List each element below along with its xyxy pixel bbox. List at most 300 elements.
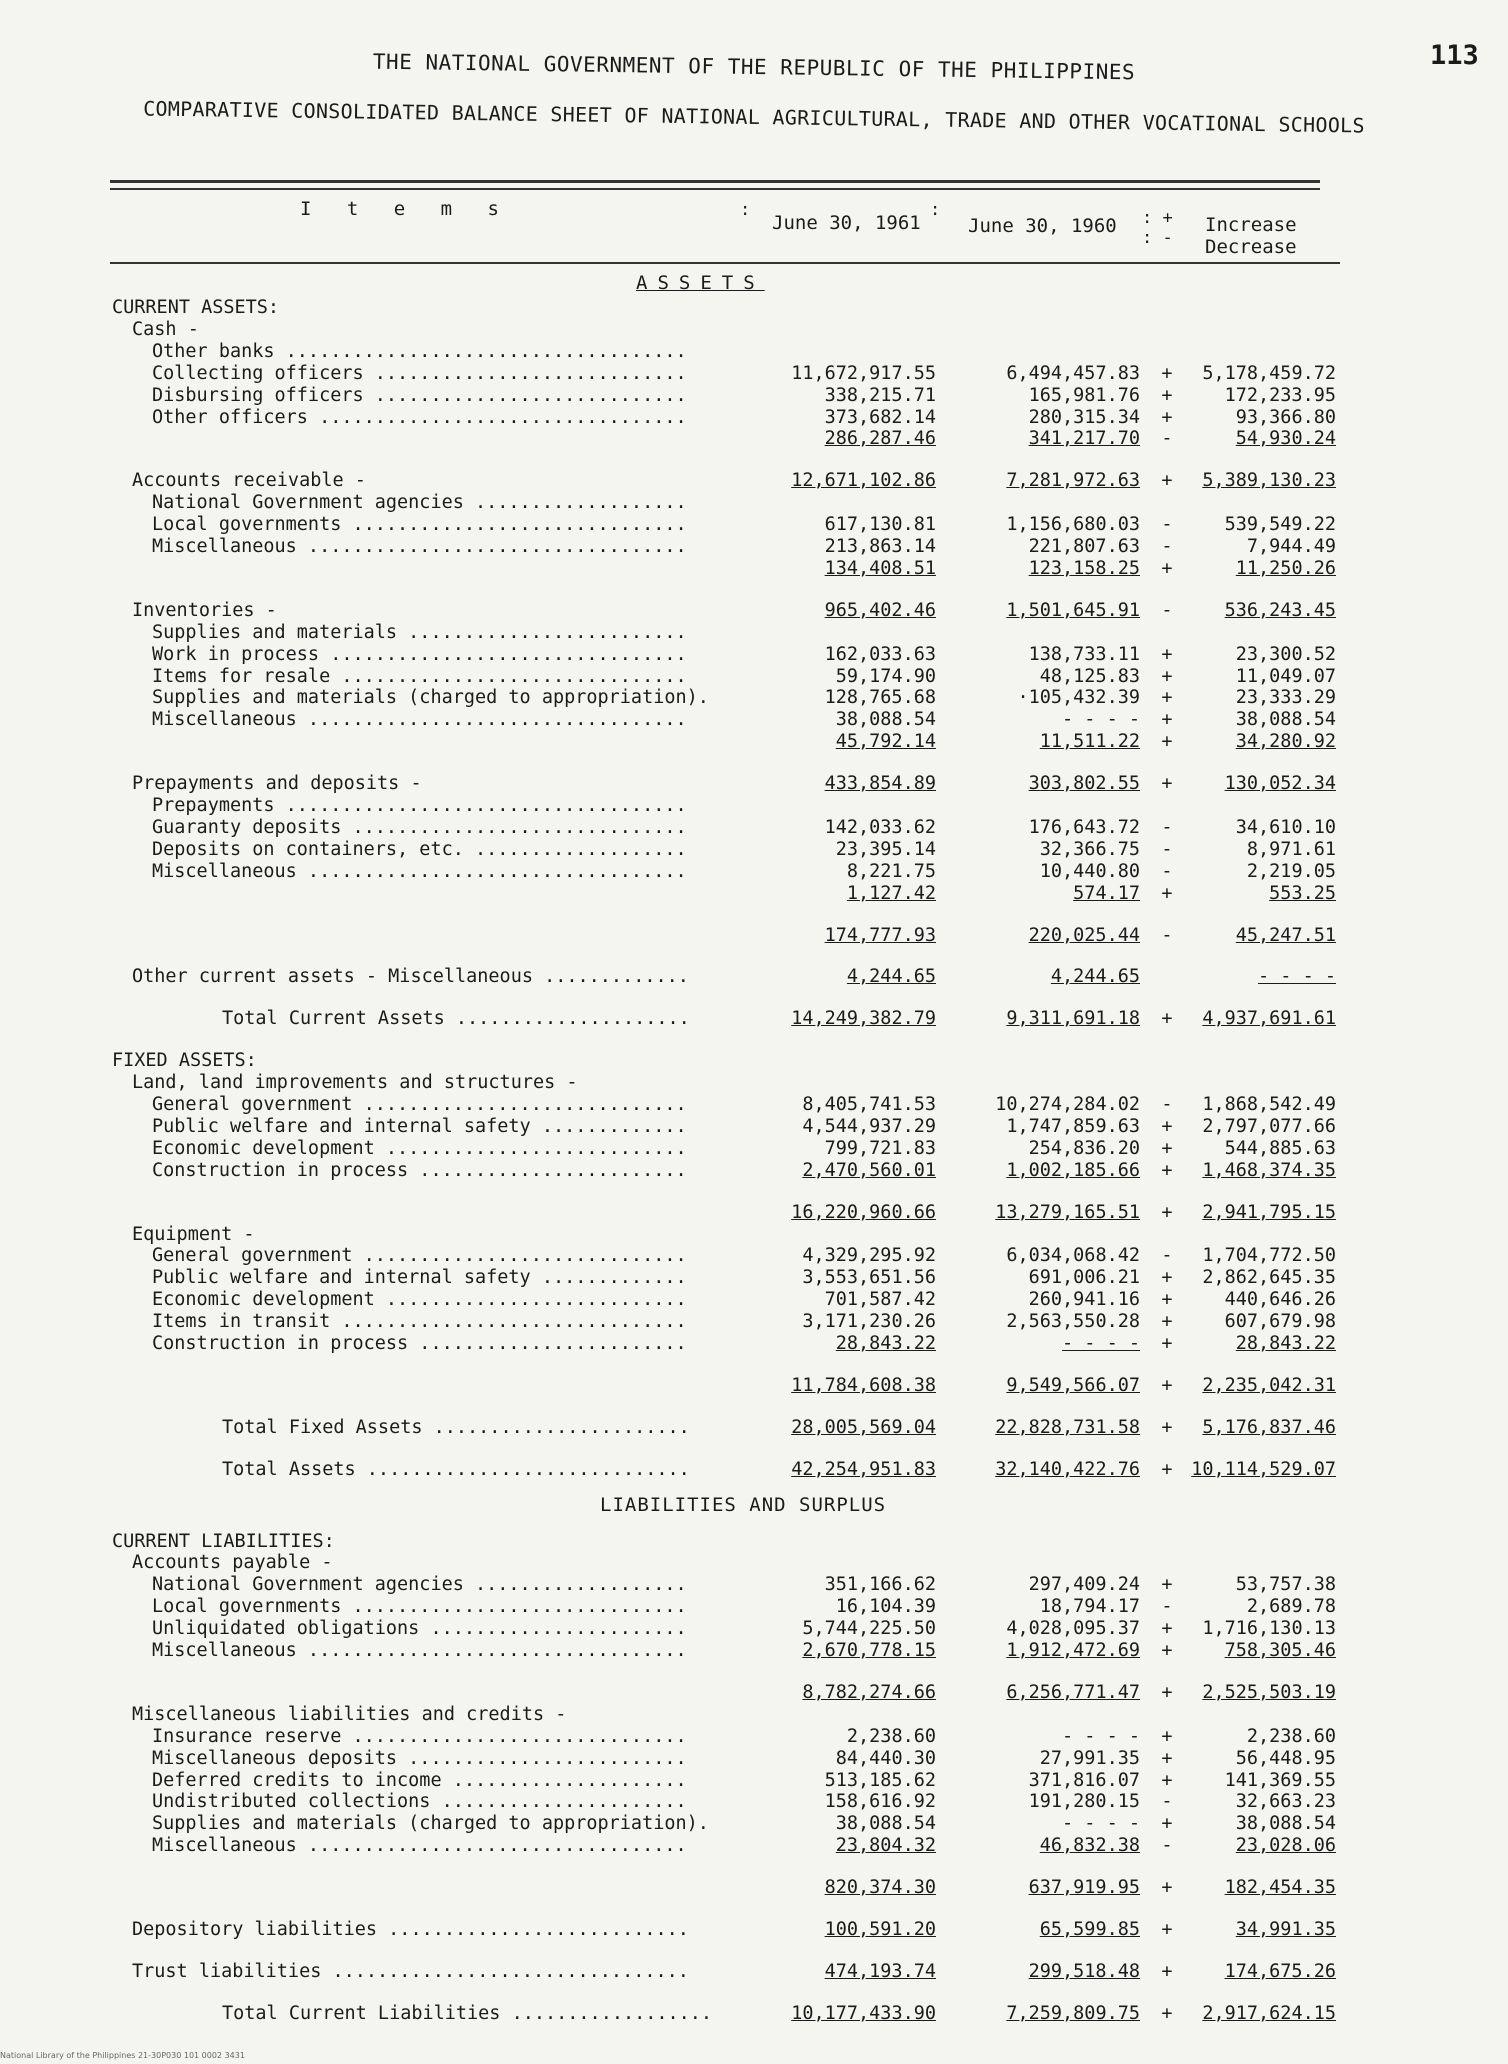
change-sign: + (1161, 1574, 1173, 1596)
change-sign: + (1161, 406, 1173, 428)
value-change: 5,176,837.46 (1202, 1416, 1336, 1438)
value-change: 1,468,374.35 (1202, 1159, 1336, 1181)
header-rule-top2 (110, 188, 1320, 190)
report-title-line1: THE NATIONAL GOVERNMENT OF THE REPUBLIC OF THE PHILIPPINES (372, 49, 1136, 85)
col-header-june-1961: June 30, 1961 (772, 212, 921, 234)
row-label: Supplies and materials (charged to appropriation). (152, 1813, 709, 1835)
value-change: 11,250.26 (1235, 557, 1336, 579)
value-change: 2,689.78 (1246, 1596, 1336, 1618)
change-sign: + (1161, 1137, 1173, 1159)
value-change: 32,663.23 (1235, 1791, 1336, 1813)
row-label: Public welfare and internal safety ............. (152, 1115, 687, 1137)
row-label: Miscellaneous .................................. (152, 1640, 687, 1661)
value-change: 54,930.24 (1235, 428, 1336, 450)
value-change: 93,366.80 (1235, 406, 1336, 428)
row-label: Unliquidated obligations ....................... (152, 1618, 687, 1640)
value-june-1961: 213,863.14 (824, 536, 936, 557)
value-june-1961: 100,591.20 (824, 1919, 936, 1940)
change-sign: + (1161, 1333, 1173, 1354)
table-row (0, 730, 1508, 754)
value-june-1961: 617,130.81 (824, 514, 936, 536)
table-row (0, 1769, 1508, 1793)
table-row (0, 1310, 1508, 1334)
table-row (0, 816, 1508, 840)
value-change: 53,757.38 (1235, 1574, 1336, 1596)
value-june-1960: 303,802.55 (1028, 773, 1140, 795)
value-change: 5,178,459.72 (1202, 362, 1336, 384)
row-label: Prepayments and deposits - (132, 773, 422, 795)
value-june-1961: 4,544,937.29 (802, 1115, 936, 1137)
table-row (0, 2002, 1508, 2026)
section-title-liabilities: LIABILITIES AND SURPLUS (600, 1493, 887, 1516)
value-change: 553.25 (1269, 882, 1336, 904)
value-june-1960: 10,440.80 (1039, 860, 1140, 882)
row-label: CURRENT ASSETS: (112, 297, 280, 318)
table-row (0, 838, 1508, 862)
row-label: Supplies and materials ......................... (152, 621, 687, 643)
value-june-1961: 799,721.83 (824, 1137, 936, 1159)
value-june-1960: 1,912,472.69 (1006, 1640, 1140, 1661)
col-header-june-1960: June 30, 1960 (968, 215, 1117, 237)
value-june-1961: 11,672,917.55 (791, 362, 936, 384)
table-row (0, 1573, 1508, 1597)
table-row (0, 1639, 1508, 1663)
change-sign: + (1161, 1416, 1173, 1438)
change-sign: - (1161, 536, 1173, 557)
value-june-1961: 42,254,951.83 (791, 1458, 936, 1480)
value-june-1961: 2,238.60 (846, 1725, 936, 1747)
change-sign: + (1161, 557, 1173, 579)
row-label: Guaranty deposits .............................. (152, 816, 687, 838)
row-label: Deferred credits to income ..................... (152, 1769, 687, 1791)
row-label: Depository liabilities ........................... (132, 1919, 689, 1940)
row-label: Items for resale ............................... (152, 665, 687, 687)
change-sign: + (1161, 882, 1173, 904)
row-label: Other banks .................................... (152, 340, 687, 362)
row-label: Local governments .............................. (152, 514, 687, 536)
table-row (0, 794, 1508, 818)
row-label: Insurance reserve .............................. (152, 1725, 687, 1747)
value-june-1961: 351,166.62 (824, 1574, 936, 1596)
table-row (0, 362, 1508, 386)
value-june-1961: 965,402.46 (824, 599, 936, 621)
value-june-1961: 38,088.54 (835, 709, 936, 731)
value-change: 440,646.26 (1224, 1289, 1336, 1311)
change-sign: - (1161, 1596, 1173, 1618)
table-row (0, 296, 1508, 320)
change-sign: + (1161, 1289, 1173, 1311)
value-june-1960: - - - - (1062, 1333, 1140, 1354)
value-change: 2,917,624.15 (1202, 2002, 1336, 2024)
table-row (0, 340, 1508, 364)
change-sign: + (1161, 643, 1173, 665)
table-row (0, 860, 1508, 884)
value-change: 172,233.95 (1224, 384, 1336, 406)
value-june-1961: 5,744,225.50 (802, 1618, 936, 1640)
row-label: Collecting officers ............................ (152, 362, 687, 384)
value-june-1960: - - - - (1062, 709, 1140, 731)
change-sign: - (1161, 599, 1173, 621)
footer-note: National Library of the Philippines 21-30P030 101 0002 3431 (0, 2051, 245, 2060)
table-row (0, 708, 1508, 732)
change-sign: + (1161, 362, 1173, 384)
value-change: 8,971.61 (1246, 838, 1336, 860)
col-header-sep1: : (740, 200, 751, 220)
row-label: Miscellaneous .................................. (152, 860, 687, 882)
change-sign: + (1161, 1747, 1173, 1769)
change-sign: - (1161, 1245, 1173, 1267)
value-change: 758,305.46 (1224, 1640, 1336, 1661)
row-label: Miscellaneous deposits ......................... (152, 1747, 687, 1769)
value-change: 11,049.07 (1235, 665, 1336, 687)
value-june-1961: 162,033.63 (824, 643, 936, 665)
change-sign: + (1161, 1159, 1173, 1181)
value-june-1961: 142,033.62 (824, 816, 936, 838)
value-june-1960: 9,549,566.07 (1006, 1374, 1140, 1396)
change-sign: + (1161, 731, 1173, 753)
value-june-1961: 16,104.39 (835, 1596, 936, 1618)
table-row (0, 1049, 1508, 1073)
value-june-1960: 297,409.24 (1028, 1574, 1140, 1596)
value-june-1960: 1,156,680.03 (1006, 514, 1140, 536)
row-label: Local governments .............................. (152, 1596, 687, 1618)
value-june-1960: 341,217.70 (1028, 428, 1140, 450)
value-change: 141,369.55 (1224, 1769, 1336, 1791)
row-label: Miscellaneous .................................. (152, 1835, 687, 1857)
value-change: 1,868,542.49 (1202, 1094, 1336, 1115)
row-label: Miscellaneous .................................. (152, 709, 687, 731)
value-june-1960: 46,832.38 (1039, 1835, 1140, 1857)
value-june-1960: - - - - (1062, 1725, 1140, 1747)
table-row (0, 384, 1508, 408)
value-june-1960: 260,941.16 (1028, 1289, 1140, 1311)
change-sign: + (1161, 1008, 1173, 1030)
value-change: 38,088.54 (1235, 1813, 1336, 1835)
change-sign: + (1161, 687, 1173, 709)
value-june-1960: 280,315.34 (1028, 406, 1140, 428)
row-label: Total Fixed Assets ....................... (222, 1416, 690, 1438)
value-june-1961: 8,782,274.66 (802, 1681, 936, 1703)
value-june-1960: 32,366.75 (1039, 838, 1140, 860)
value-change: 56,448.95 (1235, 1747, 1336, 1769)
table-row (0, 1703, 1508, 1727)
change-sign: + (1161, 1769, 1173, 1791)
value-june-1961: 1,127.42 (846, 882, 936, 904)
change-sign: + (1161, 1311, 1173, 1333)
row-label: Total Current Liabilities .................. (222, 2002, 713, 2024)
col-header-sign-minus: : - (1142, 228, 1173, 248)
value-june-1960: 1,747,859.63 (1006, 1115, 1140, 1137)
change-sign: + (1161, 1813, 1173, 1835)
value-change: 45,247.51 (1235, 924, 1336, 946)
value-june-1961: 2,670,778.15 (802, 1640, 936, 1661)
row-label: Other officers ................................. (152, 406, 687, 428)
value-june-1960: 574.17 (1073, 882, 1140, 904)
value-june-1961: 23,395.14 (835, 838, 936, 860)
page-number: 113 (1430, 40, 1479, 71)
value-june-1961: 128,765.68 (824, 687, 936, 709)
change-sign: + (1161, 1877, 1173, 1899)
table-row (0, 1681, 1508, 1705)
value-june-1960: 4,028,095.37 (1006, 1618, 1140, 1640)
value-june-1961: 433,854.89 (824, 773, 936, 795)
row-label: FIXED ASSETS: (112, 1050, 257, 1072)
value-june-1961: 4,244.65 (846, 966, 936, 988)
value-june-1960: 7,281,972.63 (1006, 470, 1140, 492)
change-sign: + (1161, 1681, 1173, 1703)
table-row (0, 406, 1508, 430)
value-june-1960: 4,244.65 (1050, 966, 1140, 988)
value-june-1960: 6,494,457.83 (1006, 362, 1140, 384)
table-row (0, 1617, 1508, 1641)
row-label: Disbursing officers ............................ (152, 384, 687, 406)
value-change: 10,114,529.07 (1191, 1458, 1336, 1480)
change-sign: + (1161, 2002, 1173, 2024)
value-change: 544,885.63 (1224, 1137, 1336, 1159)
value-june-1961: 174,777.93 (824, 924, 936, 946)
table-row (0, 318, 1508, 342)
value-june-1961: 59,174.90 (835, 665, 936, 687)
section-title-assets: ASSETS (636, 272, 765, 294)
value-june-1960: 13,279,165.51 (995, 1201, 1140, 1223)
row-label: Construction in process ........................ (152, 1333, 687, 1354)
table-row (0, 1374, 1508, 1398)
row-label: National Government agencies ................... (152, 492, 687, 514)
value-change: 23,333.29 (1235, 687, 1336, 709)
change-sign: + (1161, 1919, 1173, 1940)
change-sign: + (1161, 1618, 1173, 1640)
report-title-line2: COMPARATIVE CONSOLIDATED BALANCE SHEET OF NATIONAL AGRICULTURAL, TRADE AND OTHER VOCATIONAL SCHOOLS (143, 96, 1365, 138)
table-row (0, 1071, 1508, 1095)
table-row (0, 924, 1508, 948)
row-label: CURRENT LIABILITIES: (112, 1530, 335, 1552)
value-june-1960: 22,828,731.58 (995, 1416, 1140, 1438)
table-row (0, 1834, 1508, 1858)
change-sign: + (1161, 1267, 1173, 1289)
header-rule-top (110, 180, 1320, 183)
table-row (0, 665, 1508, 689)
value-june-1960: 637,919.95 (1028, 1877, 1140, 1899)
row-label: Economic development ........................... (152, 1137, 687, 1159)
value-change: 182,454.35 (1224, 1877, 1336, 1899)
table-row (0, 643, 1508, 667)
value-change: 1,704,772.50 (1202, 1245, 1336, 1267)
table-row (0, 772, 1508, 796)
row-label: Items in transit ............................... (152, 1311, 687, 1333)
value-june-1960: 1,501,645.91 (1006, 599, 1140, 621)
change-sign: - (1161, 1835, 1173, 1857)
row-label: Supplies and materials (charged to appropriation). (152, 687, 709, 709)
value-change: 7,944.49 (1246, 536, 1336, 557)
table-row (0, 1790, 1508, 1814)
table-row (0, 621, 1508, 645)
value-june-1961: 286,287.46 (824, 428, 936, 450)
change-sign: - (1161, 1094, 1173, 1115)
change-sign: + (1161, 773, 1173, 795)
value-june-1961: 8,221.75 (846, 860, 936, 882)
change-sign: - (1161, 1791, 1173, 1813)
col-header-decrease: Decrease (1205, 236, 1297, 258)
value-june-1960: ·105,432.39 (1017, 687, 1140, 709)
value-june-1961: 3,171,230.26 (802, 1311, 936, 1333)
table-row (0, 1137, 1508, 1161)
row-label: Economic development ........................... (152, 1289, 687, 1311)
value-june-1961: 28,843.22 (835, 1333, 936, 1354)
value-june-1960: 1,002,185.66 (1006, 1159, 1140, 1181)
table-row (0, 535, 1508, 559)
table-row (0, 1223, 1508, 1247)
table-row (0, 1201, 1508, 1225)
value-change: 2,235,042.31 (1202, 1374, 1336, 1396)
table-row (0, 1115, 1508, 1139)
value-june-1961: 513,185.62 (824, 1769, 936, 1791)
value-june-1960: 32,140,422.76 (995, 1458, 1140, 1480)
value-change: 2,219.05 (1246, 860, 1336, 882)
value-change: 536,243.45 (1224, 599, 1336, 621)
value-june-1960: 123,158.25 (1028, 557, 1140, 579)
table-row (0, 1416, 1508, 1440)
value-change: 2,862,645.35 (1202, 1267, 1336, 1289)
value-change: 2,238.60 (1246, 1725, 1336, 1747)
value-change: 34,280.92 (1235, 731, 1336, 753)
value-june-1961: 14,249,382.79 (791, 1008, 936, 1030)
value-june-1960: 165,981.76 (1028, 384, 1140, 406)
value-june-1960: 138,733.11 (1028, 643, 1140, 665)
change-sign: + (1161, 1374, 1173, 1396)
row-label: General government ............................. (152, 1245, 687, 1267)
value-change: 4,937,691.61 (1202, 1008, 1336, 1030)
value-june-1960: 18,794.17 (1039, 1596, 1140, 1618)
value-june-1960: 9,311,691.18 (1006, 1008, 1140, 1030)
value-june-1960: 299,518.48 (1028, 1960, 1140, 1982)
row-label: Accounts payable - (132, 1552, 333, 1574)
row-label: Total Assets ............................. (222, 1458, 690, 1480)
table-row (0, 557, 1508, 581)
value-june-1961: 338,215.71 (824, 384, 936, 406)
value-june-1961: 45,792.14 (835, 731, 936, 753)
table-row (0, 513, 1508, 537)
value-change: 2,525,503.19 (1202, 1681, 1336, 1703)
value-june-1961: 28,005,569.04 (791, 1416, 936, 1438)
table-row (0, 1458, 1508, 1482)
row-label: Equipment - (132, 1223, 255, 1245)
value-change: 2,941,795.15 (1202, 1201, 1336, 1223)
change-sign: + (1161, 665, 1173, 687)
change-sign: - (1161, 838, 1173, 860)
value-june-1960: 7,259,809.75 (1006, 2002, 1140, 2024)
value-june-1960: 371,816.07 (1028, 1769, 1140, 1791)
value-june-1960: 2,563,550.28 (1006, 1311, 1140, 1333)
value-june-1961: 373,682.14 (824, 406, 936, 428)
value-june-1960: 221,807.63 (1028, 536, 1140, 557)
value-june-1961: 3,553,651.56 (802, 1267, 936, 1289)
change-sign: - (1161, 514, 1173, 536)
col-header-sep2: : (930, 200, 941, 220)
table-row (0, 469, 1508, 493)
table-row (0, 1530, 1508, 1554)
change-sign: + (1161, 1725, 1173, 1747)
value-june-1961: 23,804.32 (835, 1835, 936, 1857)
value-june-1960: - - - - (1062, 1813, 1140, 1835)
change-sign: + (1161, 709, 1173, 731)
row-label: Miscellaneous liabilities and credits - (132, 1703, 567, 1725)
value-june-1961: 4,329,295.92 (802, 1245, 936, 1267)
col-header-increase: Increase (1205, 214, 1297, 236)
value-june-1960: 6,034,068.42 (1006, 1245, 1140, 1267)
row-label: Work in process ................................ (152, 643, 687, 665)
table-row (0, 1725, 1508, 1749)
value-june-1960: 27,991.35 (1039, 1747, 1140, 1769)
change-sign: + (1161, 384, 1173, 406)
col-header-sign-plus: : + (1142, 208, 1173, 228)
table-row (0, 1595, 1508, 1619)
value-change: 28,843.22 (1235, 1333, 1336, 1354)
value-june-1960: 10,274,284.02 (995, 1094, 1140, 1115)
row-label: Cash - (132, 318, 199, 340)
value-june-1961: 820,374.30 (824, 1877, 936, 1899)
change-sign: + (1161, 1640, 1173, 1661)
value-change: - - - - (1258, 966, 1336, 988)
value-change: 34,610.10 (1235, 816, 1336, 838)
change-sign: + (1161, 1960, 1173, 1982)
value-june-1961: 10,177,433.90 (791, 2002, 936, 2024)
table-row (0, 1551, 1508, 1575)
value-june-1961: 158,616.92 (824, 1791, 936, 1813)
table-row (0, 599, 1508, 623)
row-label: Undistributed collections ...................... (152, 1791, 687, 1813)
table-row (0, 1876, 1508, 1900)
change-sign: - (1161, 924, 1173, 946)
table-row (0, 1159, 1508, 1183)
table-row (0, 1266, 1508, 1290)
col-header-items: I t e m s (300, 198, 511, 220)
row-label: General government ............................. (152, 1094, 687, 1115)
value-june-1961: 16,220,960.66 (791, 1201, 936, 1223)
table-row (0, 1812, 1508, 1836)
table-row (0, 1288, 1508, 1312)
value-june-1961: 701,587.42 (824, 1289, 936, 1311)
table-row (0, 965, 1508, 989)
value-change: 174,675.26 (1224, 1960, 1336, 1982)
change-sign: - (1161, 860, 1173, 882)
row-label: Construction in process ........................ (152, 1159, 687, 1181)
value-june-1960: 220,025.44 (1028, 924, 1140, 946)
table-row (0, 1918, 1508, 1942)
value-june-1961: 38,088.54 (835, 1813, 936, 1835)
row-label: Inventories - (132, 599, 277, 621)
table-row (0, 491, 1508, 515)
value-june-1961: 8,405,741.53 (802, 1094, 936, 1115)
row-label: Trust liabilities ................................ (132, 1960, 689, 1982)
value-june-1960: 191,280.15 (1028, 1791, 1140, 1813)
value-change: 130,052.34 (1224, 773, 1336, 795)
value-june-1961: 474,193.74 (824, 1960, 936, 1982)
value-june-1961: 11,784,608.38 (791, 1374, 936, 1396)
value-change: 38,088.54 (1235, 709, 1336, 731)
header-rule-bottom (110, 262, 1340, 264)
table-row (0, 1093, 1508, 1117)
value-june-1960: 6,256,771.47 (1006, 1681, 1140, 1703)
table-row (0, 427, 1508, 451)
value-change: 2,797,077.66 (1202, 1115, 1336, 1137)
row-label: Land, land improvements and structures - (132, 1072, 578, 1094)
table-row (0, 882, 1508, 906)
row-label: Public welfare and internal safety ............. (152, 1267, 687, 1289)
value-june-1960: 11,511.22 (1039, 731, 1140, 753)
value-june-1961: 12,671,102.86 (791, 470, 936, 492)
change-sign: + (1161, 1115, 1173, 1137)
value-change: 23,300.52 (1235, 643, 1336, 665)
